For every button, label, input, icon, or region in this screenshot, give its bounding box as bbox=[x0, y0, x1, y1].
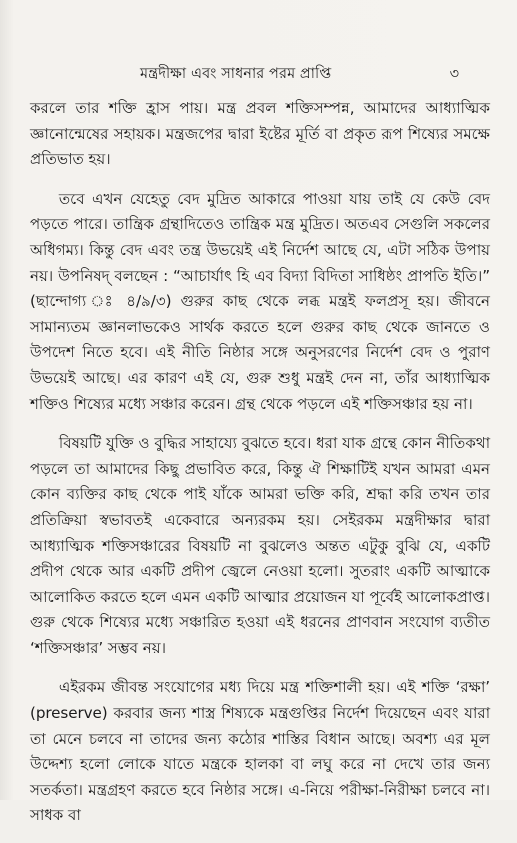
paragraph-2: তবে এখন যেহেতু বেদ মুদ্রিত আকারে পাওয়া যায় তাই যে কেউ বেদ পড়তে পারে। তান্ত্রিক গ্রন্থাদিতেও তান্ত্রিক মন্ত্র মুদ্রিত। অতএব সেগুলি সকলের অধিগম্য। কিন্তু বেদ এবং তন্ত্র উভয়েই এই নির্দেশ আছে যে, এটা সঠিক উপায় নয়। উপনিষদ্ বলছেন : “আচার্যাৎ হি এব বিদ্যা বিদিতা সাধিষ্ঠং প্রাপতি ইতি।” (ছান্দোগ্য ঃ ৪/৯/৩) গুরুর কাছ থেকে লব্ধ মন্ত্রই ফলপ্রসূ হয়। জীবনে সামান্যতম জ্ঞানলাভকেও সার্থক করতে হলে গুরুর কাছ থেকে জানতে ও উপদেশ নিতে হবে। এই নীতি নিষ্ঠার সঙ্গে অনুসরণের নির্দেশ বেদ ও পুরাণ উভয়েই আছে। এর কারণ এই যে, গুরু শুধু মন্ত্রই দেন না, তাঁর আধ্যাত্মিক শক্তিও শিষ্যের মধ্যে সঞ্চার করেন। গ্রন্থ থেকে পড়লে এই শক্তিসঞ্চার হয় না। bbox=[30, 189, 490, 413]
running-title: মন্ত্রদীক্ষা এবং সাধনার পরম প্রাপ্তি bbox=[140, 66, 332, 82]
page-number: ৩ bbox=[449, 66, 459, 82]
body-text bbox=[30, 96, 490, 843]
paragraph-3: বিষয়টি যুক্তি ও বুদ্ধির সাহায্যে বুঝতে হবে। ধরা যাক গ্রন্থে কোন নীতিকথা পড়লে তা আমাদের কিছু প্রভাবিত করে, কিন্তু ঐ শিক্ষাটিই যখন আমরা এমন কোন ব্যক্তির কাছ থেকে পাই যাঁকে আমরা ভক্তি করি, শ্রদ্ধা করি তখন তার প্রতিক্রিয়া স্বভাবতই একেবারে অন্যরকম হয়। সেইরকম মন্ত্রদীক্ষার দ্বারা আধ্যাত্মিক শক্তিসঞ্চারের বিষয়টি না বুঝলেও অন্তত এটুকু বুঝি যে, একটি প্রদীপ থেকে আর একটি প্রদীপ জ্বেলে নেওয়া হলো। সুতরাং একটি আত্মাকে আলোকিত করতে হলে এমন একটি আত্মার প্রয়োজন যা পূর্বেই আলোকপ্রাপ্ত। গুরু থেকে শিষ্যের মধ্যে সঞ্চারিত হওয়া এই ধরনের প্রাণবান সংযোগ ব্যতীত ‘শক্তিসঞ্চার’ সম্ভব নয়। bbox=[30, 434, 490, 657]
paragraph-1: করলে তার শক্তি হ্রাস পায়। মন্ত্র প্রবল শক্তিসম্পন্ন, আমাদের আধ্যাত্মিক জ্ঞানোন্মেষের সহায়ক। মন্ত্রজপের দ্বারা ইষ্টের মূর্তি বা প্রকৃত রূপ শিষ্যের সমক্ষে প্রতিভাত হয়। bbox=[30, 99, 490, 169]
running-header bbox=[0, 63, 517, 85]
paragraph-4: এইরকম জীবন্ত সংযোগের মধ্য দিয়ে মন্ত্র শক্তিশালী হয়। এই শক্তি ‘রক্ষা’ (preserve) করবার জন্য শাস্ত্র শিষ্যকে মন্ত্রগুপ্তির নির্দেশ দিয়েছেন এবং যারা তা মেনে চলবে না তাদের জন্য কঠোর শাস্তির বিধান আছে। অবশ্য এর মূল উদ্দেশ্য হলো লোকে যাতে মন্ত্রকে হালকা বা লঘু করে না দেখে তার জন্য সতর্কতা। মন্ত্রগ্রহণ করতে হবে নিষ্ঠার সঙ্গে। এ-নিয়ে পরীক্ষা-নিরীক্ষা চলবে না। সাধক বা bbox=[30, 678, 490, 825]
